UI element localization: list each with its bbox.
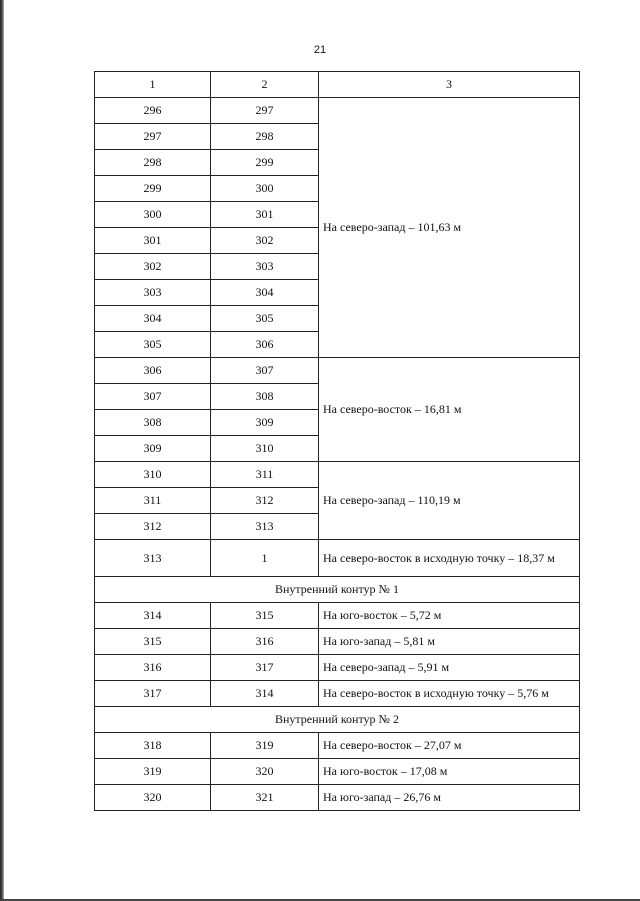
table-row [95, 629, 580, 655]
point-to: 314 [211, 681, 319, 707]
point-from: 297 [95, 124, 211, 150]
section-row [95, 707, 580, 733]
point-to: 301 [211, 202, 319, 228]
table-row [95, 759, 580, 785]
direction-distance: На юго-восток – 5,72 м [319, 603, 580, 629]
direction-distance: На северо-восток – 16,81 м [319, 358, 580, 462]
point-from: 312 [95, 514, 211, 540]
direction-distance: На юго-запад – 26,76 м [319, 785, 580, 811]
direction-distance: На северо-восток в исходную точку – 5,76 м [319, 681, 580, 707]
table-body [95, 98, 580, 811]
direction-distance: На северо-запад – 101,63 м [319, 98, 580, 358]
scan-left-edge [0, 0, 4, 901]
table-row [95, 358, 580, 384]
section-title: Внутренний контур № 1 [95, 577, 580, 603]
point-to: 302 [211, 228, 319, 254]
point-from: 306 [95, 358, 211, 384]
point-to: 299 [211, 150, 319, 176]
header-col-2: 2 [211, 72, 319, 98]
point-to: 1 [211, 540, 319, 577]
point-to: 308 [211, 384, 319, 410]
point-to: 319 [211, 733, 319, 759]
boundary-table [94, 71, 580, 811]
point-to: 298 [211, 124, 319, 150]
point-from: 303 [95, 280, 211, 306]
point-to: 309 [211, 410, 319, 436]
point-from: 311 [95, 488, 211, 514]
point-to: 320 [211, 759, 319, 785]
direction-distance: На северо-запад – 110,19 м [319, 462, 580, 540]
direction-distance: На северо-запад – 5,91 м [319, 655, 580, 681]
point-to: 307 [211, 358, 319, 384]
point-to: 317 [211, 655, 319, 681]
point-from: 305 [95, 332, 211, 358]
point-from: 310 [95, 462, 211, 488]
section-row [95, 577, 580, 603]
point-from: 304 [95, 306, 211, 332]
table-row [95, 603, 580, 629]
point-from: 308 [95, 410, 211, 436]
point-from: 299 [95, 176, 211, 202]
point-from: 314 [95, 603, 211, 629]
point-to: 300 [211, 176, 319, 202]
point-to: 306 [211, 332, 319, 358]
point-to: 313 [211, 514, 319, 540]
section-title: Внутренний контур № 2 [95, 707, 580, 733]
direction-distance: На юго-восток – 17,08 м [319, 759, 580, 785]
direction-distance: На северо-восток – 27,07 м [319, 733, 580, 759]
point-to: 297 [211, 98, 319, 124]
point-to: 311 [211, 462, 319, 488]
table-row [95, 681, 580, 707]
direction-distance: На северо-восток в исходную точку – 18,37 м [319, 540, 580, 577]
point-to: 305 [211, 306, 319, 332]
header-col-1: 1 [95, 72, 211, 98]
point-from: 315 [95, 629, 211, 655]
point-to: 316 [211, 629, 319, 655]
point-from: 302 [95, 254, 211, 280]
point-from: 298 [95, 150, 211, 176]
point-from: 300 [95, 202, 211, 228]
table-row [95, 785, 580, 811]
table-row [95, 655, 580, 681]
point-from: 317 [95, 681, 211, 707]
point-to: 304 [211, 280, 319, 306]
point-to: 321 [211, 785, 319, 811]
table-row [95, 98, 580, 124]
page-number: 21 [313, 44, 327, 56]
table-header-row [95, 72, 580, 98]
point-to: 315 [211, 603, 319, 629]
point-from: 307 [95, 384, 211, 410]
point-from: 296 [95, 98, 211, 124]
point-from: 309 [95, 436, 211, 462]
header-col-3: 3 [319, 72, 580, 98]
point-to: 303 [211, 254, 319, 280]
point-from: 301 [95, 228, 211, 254]
table-row [95, 540, 580, 577]
table-row [95, 733, 580, 759]
point-from: 313 [95, 540, 211, 577]
point-from: 318 [95, 733, 211, 759]
point-from: 320 [95, 785, 211, 811]
point-from: 316 [95, 655, 211, 681]
direction-distance: На юго-запад – 5,81 м [319, 629, 580, 655]
table-row [95, 462, 580, 488]
point-to: 310 [211, 436, 319, 462]
point-from: 319 [95, 759, 211, 785]
point-to: 312 [211, 488, 319, 514]
